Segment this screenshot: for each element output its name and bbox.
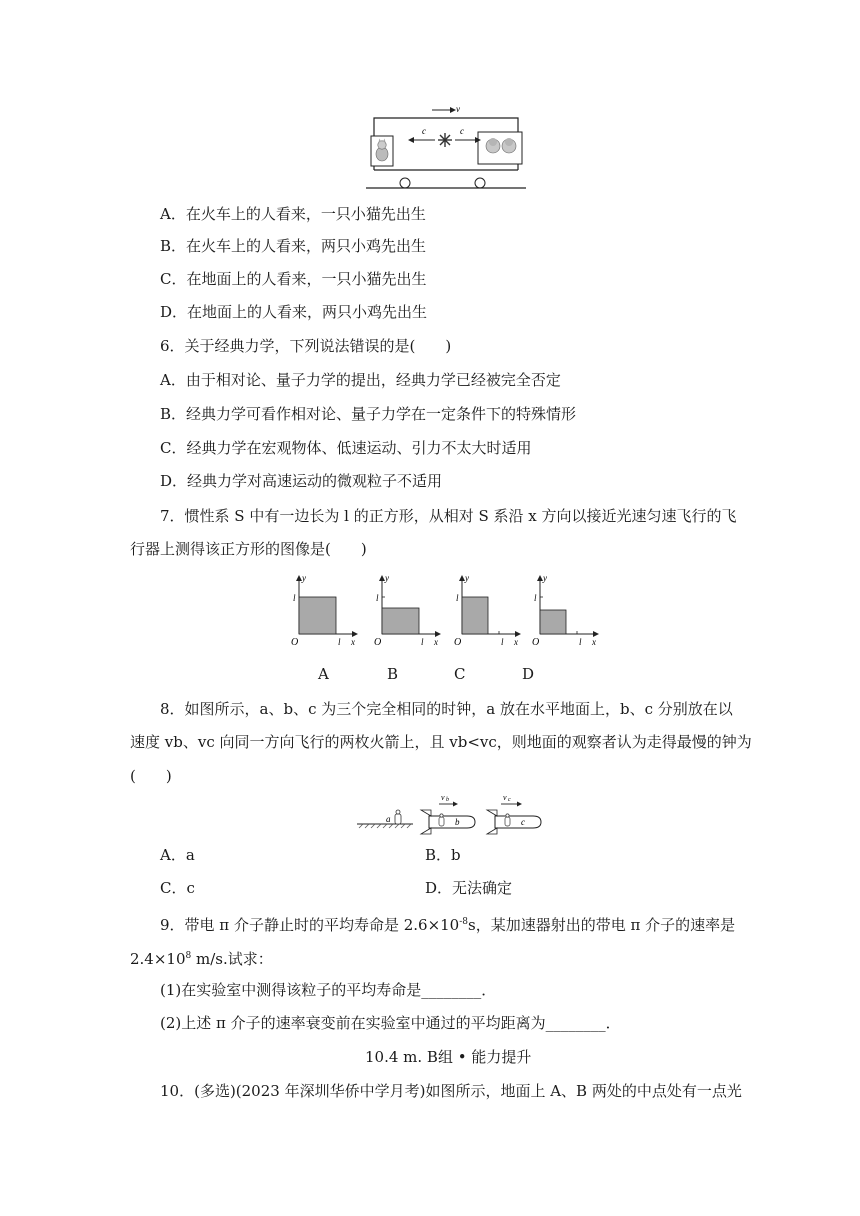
- q5-option-c: C．在地面上的人看来，一只小猫先出生: [160, 270, 427, 288]
- q8-option-b: B．b: [425, 846, 461, 864]
- plot-b-y: y: [385, 573, 389, 583]
- q5-option-b: B．在火车上的人看来，两只小鸡先出生: [160, 237, 427, 255]
- plot-d-l-x: l: [579, 637, 582, 647]
- plot-a-y: y: [302, 573, 306, 583]
- q7-options-figure: [285, 570, 605, 655]
- q6-option-b: B．经典力学可看作相对论、量子力学在一定条件下的特殊情形: [160, 405, 577, 423]
- q8-figure: [355, 788, 545, 838]
- q8-option-a: A．a: [160, 846, 195, 864]
- q9-stem-line2-b: m/s.试求：: [191, 950, 273, 968]
- q9-stem-line2-exp: 8: [185, 951, 192, 961]
- plot-c-l-x: l: [501, 637, 504, 647]
- q9-stem-line1: [160, 912, 735, 935]
- vb-label: v: [441, 793, 445, 802]
- q6-option-a: A．由于相对论、量子力学的提出，经典力学已经被完全否定: [160, 371, 561, 389]
- q9-sub2: (2)上述 π 介子的速率衰变前在实验室中通过的平均距离为________．: [160, 1014, 621, 1032]
- q9-stem-line2-a: 2.4×10: [130, 950, 186, 968]
- clock-a-icon: [395, 810, 401, 824]
- plot-d-l-y: l: [534, 593, 537, 603]
- q7-stem-line2: 行器上测得该正方形的图像是( ): [130, 540, 367, 558]
- q9-sub1: (1)在实验室中测得该粒子的平均寿命是________．: [160, 981, 497, 999]
- rocket-c-label: c: [521, 817, 525, 827]
- light-label-left: c: [422, 126, 426, 136]
- vc-sub: c: [508, 797, 511, 803]
- plot-b-x: x: [434, 637, 438, 647]
- q10-stem-line1: 10．(多选)(2023 年深圳华侨中学月考)如图所示，地面上 A、B 两处的中点处有一点光: [160, 1082, 742, 1100]
- q9-stem-line1-b: s，某加速器射出的带电 π 介子的速率是: [468, 916, 736, 934]
- rocket-b-label: b: [455, 817, 460, 827]
- q9-stem-line1-exp: -8: [459, 917, 468, 927]
- plot-a-l-x: l: [338, 637, 341, 647]
- plot-c-l-y: l: [456, 593, 459, 603]
- q8-option-c: C．c: [160, 879, 195, 897]
- rocket-b-icon: [421, 810, 475, 834]
- q6-stem: 6．关于经典力学，下列说法错误的是( ): [160, 337, 452, 355]
- plot-c-origin: O: [454, 637, 462, 648]
- q7-label-d: D: [522, 665, 535, 683]
- q8-option-d: D．无法确定: [425, 879, 513, 897]
- plot-d-x: x: [592, 637, 596, 647]
- q5-option-a: A．在火车上的人看来，一只小猫先出生: [160, 205, 426, 223]
- q5-option-d: D．在地面上的人看来，两只小鸡先出生: [160, 303, 428, 321]
- light-source-icon: [438, 133, 452, 147]
- plot-c-y: y: [465, 573, 469, 583]
- plot-b: [374, 573, 440, 648]
- plot-a: [291, 573, 357, 648]
- plot-d-y: y: [543, 573, 547, 583]
- light-label-right: c: [460, 126, 464, 136]
- q6-option-d: D．经典力学对高速运动的微观粒子不适用: [160, 472, 443, 490]
- vb-sub: b: [446, 797, 449, 803]
- q9-stem-line2: [130, 946, 273, 969]
- rocket-c-icon: [487, 810, 541, 834]
- plot-a-l-y: l: [293, 593, 296, 603]
- plot-a-origin: O: [291, 637, 299, 648]
- plot-a-x: x: [351, 637, 355, 647]
- q9-stem-line1-a: 9．带电 π 介子静止时的平均寿命是 2.6×10: [160, 916, 460, 934]
- plot-b-l-y: l: [376, 593, 379, 603]
- q7-label-a: A: [318, 665, 329, 683]
- q8-stem-line2: 速度 vb、vc 向同一方向飞行的两枚火箭上，且 vb<vc，则地面的观察者认为走得最慢的钟为: [130, 733, 752, 751]
- ground-hatch: [357, 824, 413, 828]
- section-heading: 10.4 m. B组 • 能力提升: [365, 1048, 532, 1066]
- clock-a-label: a: [386, 814, 391, 824]
- plot-c: [454, 573, 520, 648]
- q7-stem-line1: 7．惯性系 S 中有一边长为 l 的正方形，从相对 S 系沿 x 方向以接近光速匀速飞行的飞: [160, 507, 737, 525]
- plot-d-origin: O: [532, 637, 540, 648]
- velocity-label: v: [456, 104, 460, 114]
- train-figure: [362, 100, 530, 195]
- q7-label-b: B: [387, 665, 399, 683]
- q8-stem-line1: 8．如图所示，a、b、c 为三个完全相同的时钟，a 放在水平地面上，b、c 分别放在以: [160, 700, 733, 718]
- vc-label: v: [503, 793, 507, 802]
- plot-b-l-x: l: [421, 637, 424, 647]
- q8-stem-line3: ( ): [130, 767, 172, 785]
- q6-option-c: C．经典力学在宏观物体、低速运动、引力不太大时适用: [160, 439, 532, 457]
- plot-d: [532, 573, 598, 648]
- q7-label-c: C: [454, 665, 466, 683]
- plot-b-origin: O: [374, 637, 382, 648]
- plot-c-x: x: [514, 637, 518, 647]
